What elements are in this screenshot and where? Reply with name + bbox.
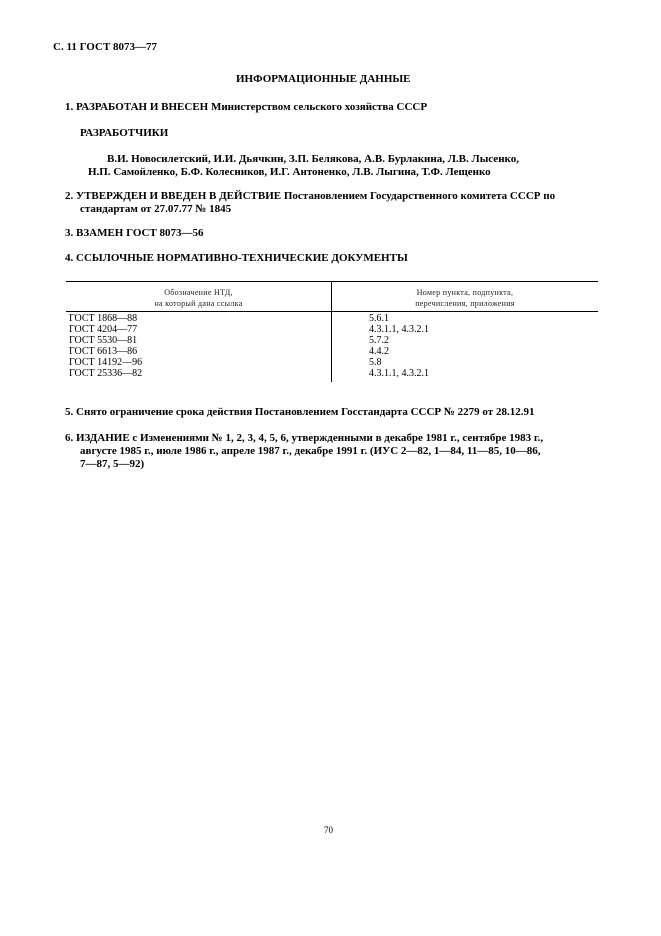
col1-header-line-1: Обозначение НТД,	[164, 288, 233, 297]
table-row	[369, 369, 429, 379]
page-number: 70	[324, 825, 333, 835]
table-row	[369, 336, 389, 346]
col1-header-line-2: на который дана ссылка	[154, 299, 243, 308]
table-col1-header	[66, 287, 331, 309]
table-cell-doc: ГОСТ 1868—88	[69, 313, 138, 324]
table-cell-ref: 5.7.2	[369, 335, 389, 346]
table-cell-ref: 5.8	[369, 357, 382, 368]
table-cell-doc: ГОСТ 5530—81	[69, 335, 138, 346]
section-2-line-2: стандартам от 27.07.77 № 1845	[80, 203, 232, 215]
table-row	[69, 325, 137, 335]
section-5: 5. Снято ограничение срока действия Постановлением Госстандарта СССР № 2279 от 28.12.91	[65, 406, 535, 418]
page-title: ИНФОРМАЦИОННЫЕ ДАННЫЕ	[236, 73, 411, 85]
developers-line-2: Н.П. Самойленко, Б.Ф. Колесников, И.Г. Антоненко, Л.В. Лыгина, Т.Ф. Лещенко	[88, 166, 491, 178]
table-row	[69, 347, 137, 357]
table-row	[369, 325, 429, 335]
table-col2-header	[332, 287, 598, 309]
section-6-line-1: 6. ИЗДАНИЕ с Изменениями № 1, 2, 3, 4, 5, 6, утвержденными в декабре 1981 г., сентябре 1983 г.,	[65, 432, 544, 444]
table-cell-ref: 4.4.2	[369, 346, 389, 357]
table-row	[369, 314, 389, 324]
table-row	[69, 336, 137, 346]
developers-line-1: В.И. Новосилетский, И.И. Дьячкин, З.П. Белякова, А.В. Бурлакина, Л.В. Лысенко,	[107, 153, 519, 165]
section-6-line-3: 7—87, 5—92)	[80, 458, 145, 470]
table-cell-ref: 4.3.1.1, 4.3.2.1	[369, 368, 429, 379]
section-3: 3. ВЗАМЕН ГОСТ 8073—56	[65, 227, 204, 239]
table-cell-ref: 4.3.1.1, 4.3.2.1	[369, 324, 429, 335]
col2-header-line-2: перечисления, приложения	[415, 299, 515, 308]
table-top-border	[66, 281, 598, 282]
table-row	[369, 358, 382, 368]
table-cell-ref: 5.6.1	[369, 313, 389, 324]
table-row	[69, 369, 142, 379]
col2-header-line-1: Номер пункта, подпункта,	[416, 288, 514, 297]
table-row	[369, 347, 389, 357]
table-header-border	[66, 311, 598, 312]
table-row	[69, 314, 137, 324]
section-1: 1. РАЗРАБОТАН И ВНЕСЕН Министерством сельского хозяйства СССР	[65, 101, 428, 113]
table-cell-doc: ГОСТ 14192—96	[69, 357, 143, 368]
table-row	[69, 358, 142, 368]
table-cell-doc: ГОСТ 25336—82	[69, 368, 143, 379]
developers-heading: РАЗРАБОТЧИКИ	[80, 127, 169, 139]
table-cell-doc: ГОСТ 6613—86	[69, 346, 138, 357]
section-2-line-1: 2. УТВЕРЖДЕН И ВВЕДЕН В ДЕЙСТВИЕ Постановлением Государственного комитета СССР по	[65, 190, 556, 202]
page-header: С. 11 ГОСТ 8073—77	[53, 41, 158, 53]
section-4: 4. ССЫЛОЧНЫЕ НОРМАТИВНО-ТЕХНИЧЕСКИЕ ДОКУМЕНТЫ	[65, 252, 408, 264]
section-6-line-2: августе 1985 г., июле 1986 г., апреле 1987 г., декабре 1991 г. (ИУС 2—82, 1—84, 11—85, 10—86,	[80, 445, 541, 457]
table-cell-doc: ГОСТ 4204—77	[69, 324, 138, 335]
